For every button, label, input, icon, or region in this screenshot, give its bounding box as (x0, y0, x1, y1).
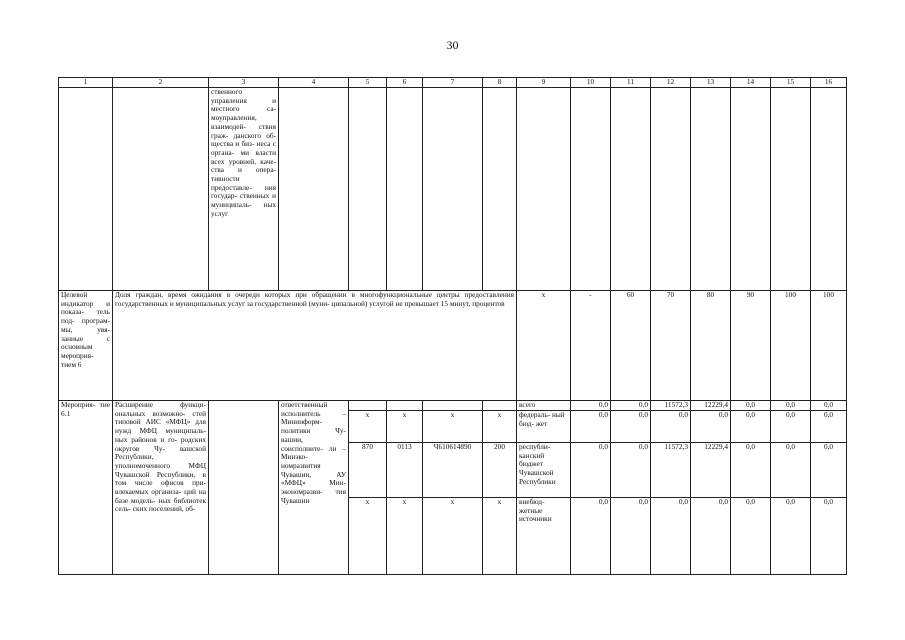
goal-text-continued: ственного управления и местного са- моуправления, взаимодей- ствия граж- данского об- щества и биз- неса с органа- ми власти всех уровней, каче- ства и опера- тивности предоставле- ния государ- ственных и муниципаль- ных услуг (209, 88, 279, 291)
col-num: 7 (423, 78, 483, 88)
measure-label: Мероприя- тие 6.1 (59, 401, 113, 575)
col-num: 2 (113, 78, 209, 88)
col-num: 4 (279, 78, 349, 88)
budget-code: 200 (483, 443, 517, 498)
continuation-row (59, 88, 847, 291)
funding-amount: 0,0 (651, 411, 691, 443)
budget-code: х (349, 411, 387, 443)
indicator-value: х (517, 291, 571, 401)
funding-amount: 0,0 (811, 401, 847, 411)
funding-amount: 0,0 (611, 443, 651, 498)
indicator-label: Целевой индикатор и показа- тель под- програм- мы, увя- занные с основным мероприя- тием 6 (59, 291, 113, 401)
column-number-row (59, 78, 847, 88)
budget-code: х (349, 498, 387, 575)
col-num: 5 (349, 78, 387, 88)
funding-amount: 0,0 (571, 401, 611, 411)
empty-cell (209, 401, 279, 575)
funding-amount: 0,0 (651, 498, 691, 575)
empty-cell (611, 88, 651, 291)
col-num: 9 (517, 78, 571, 88)
funding-amount: 0,0 (571, 411, 611, 443)
budget-code: Ч610614890 (423, 443, 483, 498)
funding-source: республи- канский бюджет Чувашской Республики (517, 443, 571, 498)
funding-amount: 0,0 (731, 411, 771, 443)
col-num: 13 (691, 78, 731, 88)
budget-code: х (483, 411, 517, 443)
col-num: 12 (651, 78, 691, 88)
funding-amount: 0,0 (731, 443, 771, 498)
empty-cell (279, 88, 349, 291)
measure-row-total (59, 401, 847, 411)
empty-cell (113, 88, 209, 291)
col-num: 16 (811, 78, 847, 88)
funding-amount: 0,0 (771, 401, 811, 411)
col-num: 14 (731, 78, 771, 88)
empty-cell (517, 88, 571, 291)
funding-source: всего (517, 401, 571, 411)
empty-cell (423, 88, 483, 291)
empty-cell (691, 88, 731, 291)
funding-amount: 0,0 (771, 498, 811, 575)
col-num: 3 (209, 78, 279, 88)
funding-amount: 0,0 (811, 498, 847, 575)
col-num: 6 (387, 78, 423, 88)
funding-amount: 12229,4 (691, 401, 731, 411)
indicator-value: 100 (771, 291, 811, 401)
empty-cell (387, 88, 423, 291)
page-number: 30 (446, 38, 459, 52)
indicator-row (59, 291, 847, 401)
funding-amount: 0,0 (731, 401, 771, 411)
funding-amount: 0,0 (771, 443, 811, 498)
budget-code: х (423, 498, 483, 575)
measure-executor: ответственный исполнитель – Мининформ- политики Чу- вашии, соисполните- ли – Минэко- номразвития Чувашии, АУ «МФЦ» Мин- экономразви- тия Чувашии (279, 401, 349, 575)
indicator-value: - (571, 291, 611, 401)
funding-source: федераль- ный бюд- жет (517, 411, 571, 443)
funding-amount: 0,0 (611, 411, 651, 443)
empty-cell (59, 88, 113, 291)
empty-cell (731, 88, 771, 291)
budget-code (349, 401, 387, 411)
budget-code: 0113 (387, 443, 423, 498)
funding-amount: 0,0 (811, 411, 847, 443)
col-num: 11 (611, 78, 651, 88)
empty-cell (811, 88, 847, 291)
col-num: 15 (771, 78, 811, 88)
indicator-value: 90 (731, 291, 771, 401)
empty-cell (349, 88, 387, 291)
budget-code (387, 401, 423, 411)
budget-code (423, 401, 483, 411)
indicator-value: 80 (691, 291, 731, 401)
funding-amount: 0,0 (571, 498, 611, 575)
funding-amount: 0,0 (691, 498, 731, 575)
indicator-value: 70 (651, 291, 691, 401)
funding-amount: 11572,3 (651, 401, 691, 411)
empty-cell (483, 88, 517, 291)
budget-code: 870 (349, 443, 387, 498)
budget-code (483, 401, 517, 411)
indicator-value: 60 (611, 291, 651, 401)
col-num: 8 (483, 78, 517, 88)
funding-amount: 0,0 (731, 498, 771, 575)
funding-amount: 11572,3 (651, 443, 691, 498)
program-table (58, 77, 847, 575)
budget-code: х (387, 498, 423, 575)
budget-code: х (423, 411, 483, 443)
funding-source: внебюд- жетные источники (517, 498, 571, 575)
funding-amount: 0,0 (571, 443, 611, 498)
col-num: 10 (571, 78, 611, 88)
indicator-value: 100 (811, 291, 847, 401)
budget-code: х (387, 411, 423, 443)
col-num: 1 (59, 78, 113, 88)
funding-amount: 0,0 (611, 498, 651, 575)
empty-cell (771, 88, 811, 291)
funding-amount: 12229,4 (691, 443, 731, 498)
empty-cell (651, 88, 691, 291)
budget-code: х (483, 498, 517, 575)
funding-amount: 0,0 (771, 411, 811, 443)
indicator-description: Доля граждан, время ожидания в очереди которых при обращении в многофункциональные центры предоставления государственных и муниципальных услуг за государственной (муни- ципальной) услугой не превышает 15 минут, процентов (113, 291, 517, 401)
empty-cell (571, 88, 611, 291)
funding-amount: 0,0 (611, 401, 651, 411)
funding-amount: 0,0 (811, 443, 847, 498)
funding-amount: 0,0 (691, 411, 731, 443)
measure-description: Расширение функци- ональных возможно- стей типовой АИС «МФЦ» для нужд МФЦ муниципаль- ных районов и го- родских округов Чу- вашской Республики, уполномоченного МФЦ Чувашской Республики, в том числе офисов при- влекаемых организа- ций на базе модель- ных библиотек сель- ских поселений, об- (113, 401, 209, 575)
